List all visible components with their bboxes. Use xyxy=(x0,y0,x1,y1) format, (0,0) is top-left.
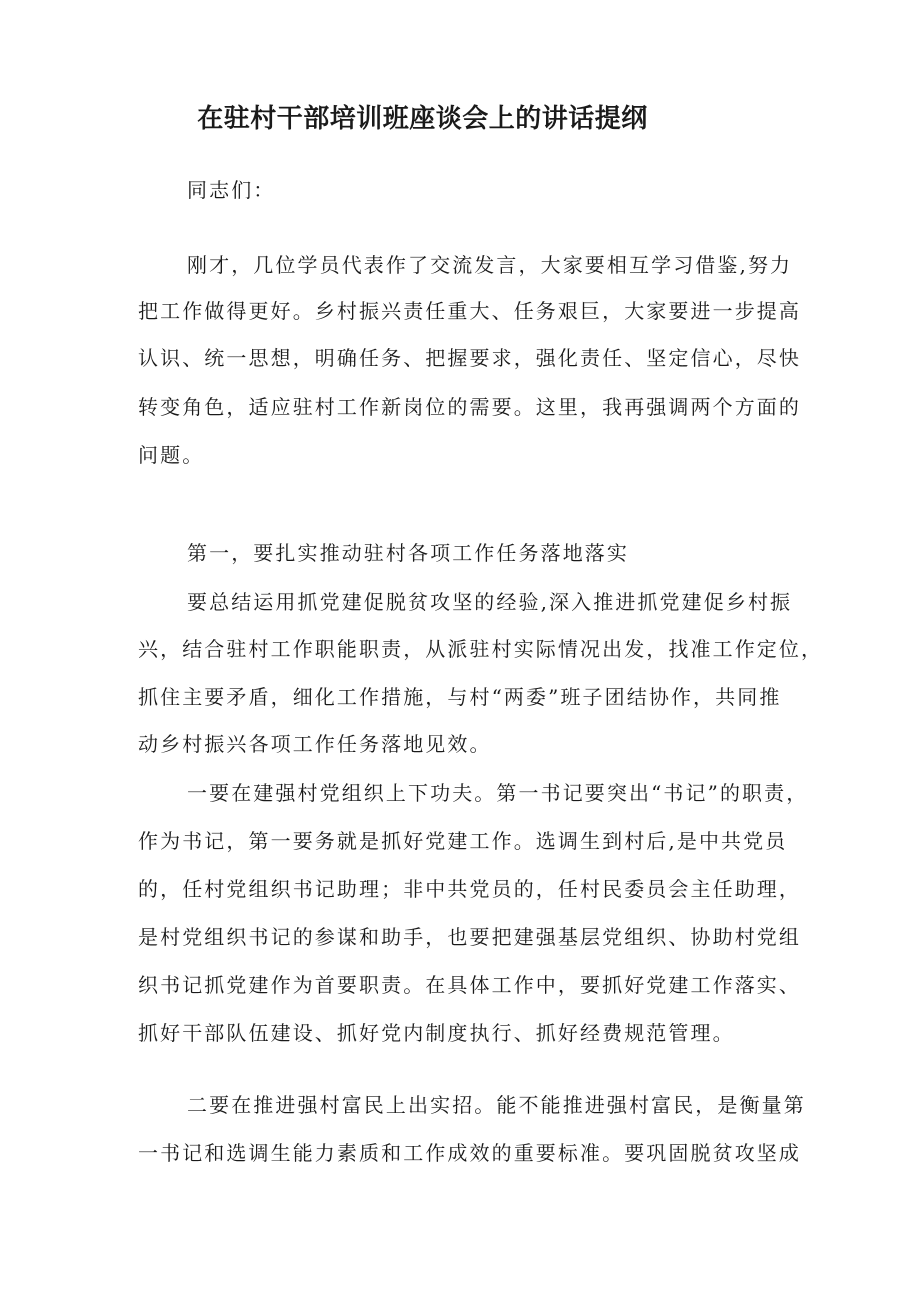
paragraph-line: 把工作做得更好。乡村振兴责任重大、任务艰巨，大家要进一步提高 xyxy=(138,299,801,323)
paragraph-line: 认识、统一思想，明确任务、把握要求，强化责任、坚定信心，尽快 xyxy=(138,346,801,370)
paragraph-line: 动乡村振兴各项工作任务落地见效。 xyxy=(138,732,492,756)
paragraph-line: 问题。 xyxy=(138,443,205,467)
paragraph-line: 兴，结合驻村工作职能职责，从派驻村实际情况出发，找准工作定位， xyxy=(138,637,824,661)
paragraph-line: 抓住主要矛盾，细化工作措施，与村“两委”班子团结协作，共同推 xyxy=(138,685,782,709)
paragraph-line: 要总结运用抓党建促脱贫攻坚的经验,深入推进抓党建促乡村振 xyxy=(187,590,793,614)
paragraph-line: 是村党组织书记的参谋和助手，也要把建强基层党组织、协助村党组 xyxy=(138,925,801,949)
paragraph-line: 作为书记，第一要务就是抓好党建工作。选调生到村后,是中共党员 xyxy=(138,829,788,853)
paragraph-line: 一书记和选调生能力素质和工作成效的重要标准。要巩固脱贫攻坚成 xyxy=(138,1141,801,1165)
paragraph-line: 一要在建强村党组织上下功夫。第一书记要突出“书记”的职责， xyxy=(187,781,809,805)
paragraph-line: 的，任村党组织书记助理；非中共党员的，任村民委员会主任助理， xyxy=(138,877,801,901)
paragraph-line: 织书记抓党建作为首要职责。在具体工作中，要抓好党建工作落实、 xyxy=(138,973,801,997)
paragraph-line: 刚才，几位学员代表作了交流发言，大家要相互学习借鉴,努力 xyxy=(187,253,793,277)
document-title: 在驻村干部培训班座谈会上的讲话提纲 xyxy=(197,104,648,134)
paragraph-line: 二要在推进强村富民上出实招。能不能推进强村富民，是衡量第 xyxy=(187,1093,806,1117)
section-heading: 第一，要扎实推动驻村各项工作任务落地落实 xyxy=(187,541,629,565)
salutation: 同志们： xyxy=(187,178,276,202)
paragraph-line: 抓好干部队伍建设、抓好党内制度执行、抓好经费规范管理。 xyxy=(138,1021,735,1045)
paragraph-line: 转变角色，适应驻村工作新岗位的需要。这里，我再强调两个方面的 xyxy=(138,395,801,419)
